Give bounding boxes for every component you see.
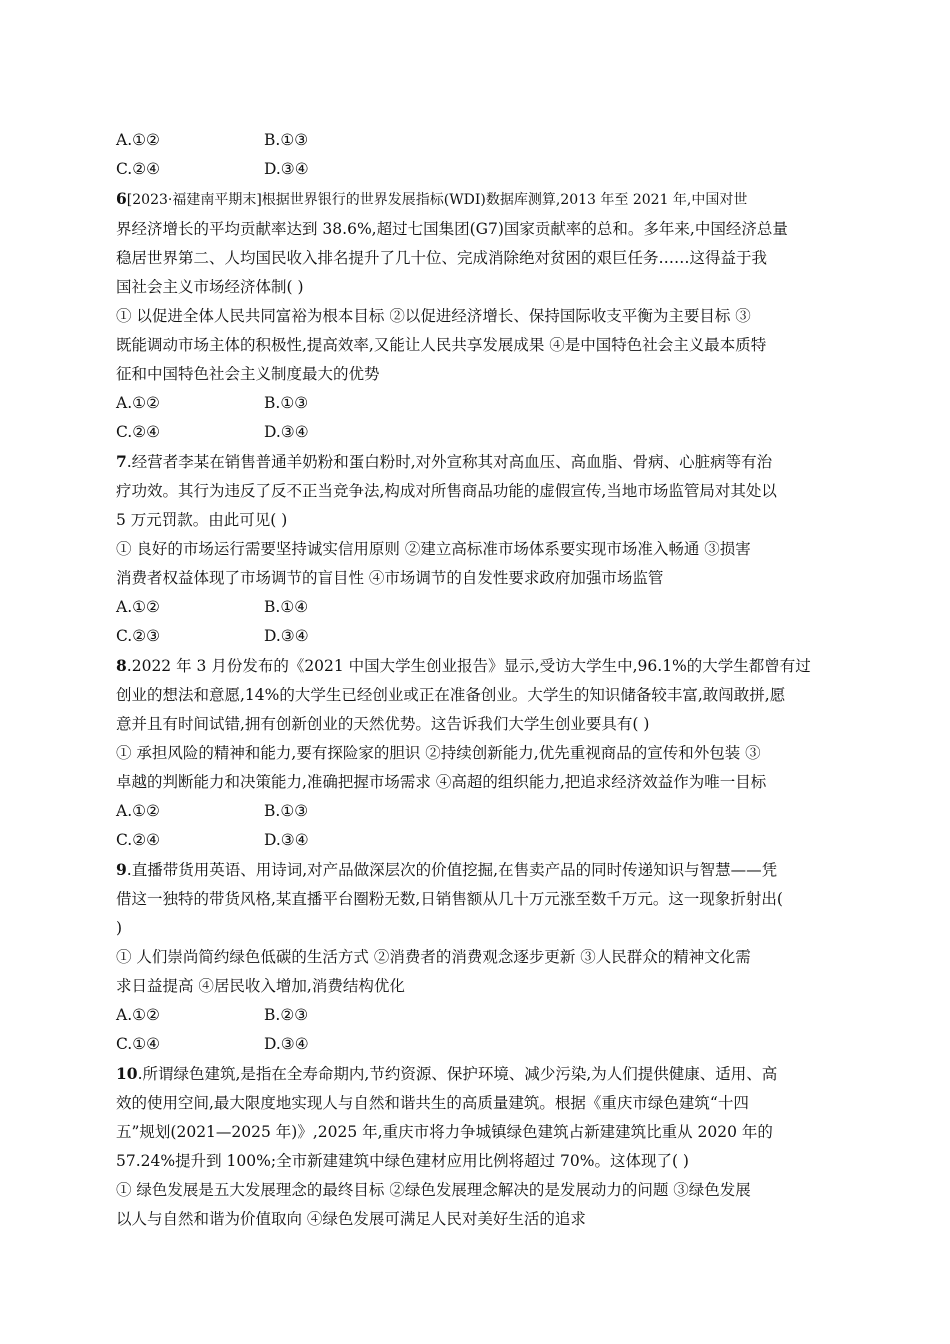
question-stem-line: 疗功效。其行为违反了反不正当竞争法,构成对所售商品功能的虚假宣传,当地市场监管局对其处以 <box>116 482 777 500</box>
statement-line: ① 绿色发展是五大发展理念的最终目标 ②绿色发展理念解决的是发展动力的问题 ③绿色发展 <box>116 1181 751 1199</box>
option-d: D.③④ <box>264 627 309 645</box>
option-b: B.①④ <box>264 598 309 616</box>
question-stem-line: 57.24%提升到 100%;全市新建建筑中绿色建材应用比例将超过 70%。这体现了( ) <box>116 1152 689 1170</box>
option-a: A.①② <box>116 598 160 616</box>
question-5-options <box>116 126 836 184</box>
option-c: C.②④ <box>116 831 161 849</box>
option-row <box>116 1030 836 1059</box>
question-stem-line: 8.2022 年 3 月份发布的《2021 中国大学生创业报告》显示,受访大学生中,96.1%的大学生都曾有过 <box>116 656 811 675</box>
option-d: D.③④ <box>264 831 309 849</box>
option-row <box>116 593 836 622</box>
statement-line: ① 承担风险的精神和能力,要有探险家的胆识 ②持续创新能力,优先重视商品的宣传和外包装 ③ <box>116 744 761 762</box>
option-a: A.①② <box>116 131 160 149</box>
question-stem-line: 意并且有时间试错,拥有创新创业的天然优势。这告诉我们大学生创业要具有( ) <box>116 715 650 733</box>
question-stem-line: 9.直播带货用英语、用诗词,对产品做深层次的价值挖掘,在售卖产品的同时传递知识与智慧——凭 <box>116 860 778 879</box>
statement-line: ① 良好的市场运行需要坚持诚实信用原则 ②建立高标准市场体系要实现市场准入畅通 ③损害 <box>116 540 751 558</box>
question-stem-line: 5 万元罚款。由此可见( ) <box>116 511 288 529</box>
statement-line: 卓越的判断能力和决策能力,准确把握市场需求 ④高超的组织能力,把追求经济效益作为唯一目标 <box>116 773 767 791</box>
statement-line: 既能调动市场主体的积极性,提高效率,又能让人民共享发展成果 ④是中国特色社会主义最本质特 <box>116 336 767 354</box>
statement-line: ① 人们崇尚简约绿色低碳的生活方式 ②消费者的消费观念逐步更新 ③人民群众的精神文化需 <box>116 948 751 966</box>
question-stem-line: 7.经营者李某在销售普通羊奶粉和蛋白粉时,对外宣称其对高血压、高血脂、骨病、心脏病等有治 <box>116 452 773 471</box>
question-number: 8 <box>116 656 127 675</box>
option-row <box>116 126 836 155</box>
question-stem-line: 效的使用空间,最大限度地实现人与自然和谐共生的高质量建筑。根据《重庆市绿色建筑“十四 <box>116 1094 749 1112</box>
question-7 <box>116 447 836 651</box>
option-c: C.②④ <box>116 423 161 441</box>
exam-page <box>116 126 836 1234</box>
statement-line: 征和中国特色社会主义制度最大的优势 <box>116 365 380 383</box>
option-row <box>116 155 836 184</box>
question-10 <box>116 1059 836 1234</box>
option-a: A.①② <box>116 802 160 820</box>
question-number: 6 <box>116 189 127 208</box>
question-stem-line: 10.所谓绿色建筑,是指在全寿命期内,节约资源、保护环境、减少污染,为人们提供健康、适用、高 <box>116 1064 778 1083</box>
option-d: D.③④ <box>264 1035 309 1053</box>
option-d: D.③④ <box>264 160 309 178</box>
question-stem-line: 借这一独特的带货风格,某直播平台圈粉无数,日销售额从几十万元涨至数千万元。这一现象折射出( <box>116 890 783 908</box>
option-row <box>116 797 836 826</box>
option-a: A.①② <box>116 1006 160 1024</box>
question-number: 9 <box>116 860 127 879</box>
question-stem-line: 界经济增长的平均贡献率达到 38.6%,超过七国集团(G7)国家贡献率的总和。多年来,中国经济总量 <box>116 220 788 238</box>
option-row <box>116 622 836 651</box>
option-row <box>116 418 836 447</box>
question-9 <box>116 855 836 1059</box>
question-stem-line: 创业的想法和意愿,14%的大学生已经创业或正在准备创业。大学生的知识储备较丰富,敢闯敢拼,愿 <box>116 686 786 704</box>
statement-line: 消费者权益体现了市场调节的盲目性 ④市场调节的自发性要求政府加强市场监管 <box>116 569 664 587</box>
option-d: D.③④ <box>264 423 309 441</box>
option-c: C.②③ <box>116 627 161 645</box>
question-stem-line: 6[2023·福建南平期末]根据世界银行的世界发展指标(WDI)数据库测算,2013 年至 2021 年,中国对世 <box>116 189 748 208</box>
question-stem-line: 稳居世界第二、人均国民收入排名提升了几十位、完成消除绝对贫困的艰巨任务……这得益于我 <box>116 249 768 267</box>
option-c: C.②④ <box>116 160 161 178</box>
option-a: A.①② <box>116 394 160 412</box>
option-row <box>116 1001 836 1030</box>
option-b: B.①③ <box>264 131 309 149</box>
question-stem-line: 五”规划(2021—2025 年)》,2025 年,重庆市将力争城镇绿色建筑占新建建筑比重从 2020 年的 <box>116 1123 773 1141</box>
option-b: B.①③ <box>264 802 309 820</box>
question-8 <box>116 651 836 855</box>
option-c: C.①④ <box>116 1035 161 1053</box>
option-row <box>116 389 836 418</box>
question-number: 7 <box>116 452 127 471</box>
question-number: 10 <box>116 1064 138 1083</box>
statement-line: 以人与自然和谐为价值取向 ④绿色发展可满足人民对美好生活的追求 <box>116 1210 586 1228</box>
question-6 <box>116 184 836 447</box>
option-b: B.①③ <box>264 394 309 412</box>
question-stem-line: 国社会主义市场经济体制( ) <box>116 278 304 296</box>
statement-line: 求日益提高 ④居民收入增加,消费结构优化 <box>116 977 405 995</box>
statement-line: ① 以促进全体人民共同富裕为根本目标 ②以促进经济增长、保持国际收支平衡为主要目标 ③ <box>116 307 751 325</box>
question-stem-line: ) <box>116 919 123 937</box>
option-row <box>116 826 836 855</box>
option-b: B.②③ <box>264 1006 309 1024</box>
